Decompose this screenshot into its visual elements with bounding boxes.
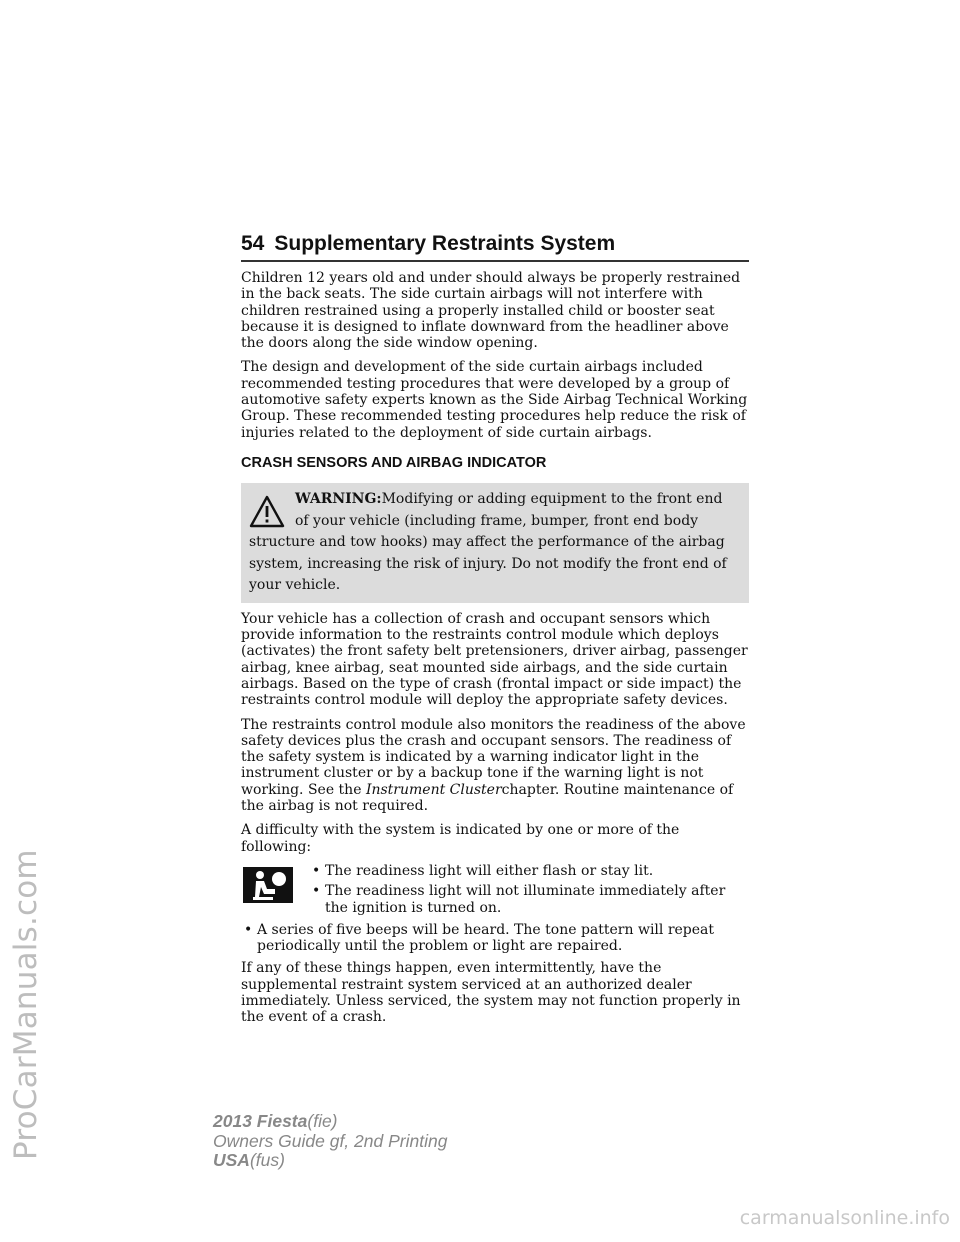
list-item <box>244 921 749 955</box>
airbag-indicator-icon <box>243 867 293 903</box>
warning-text: Modifying or adding equipment to the front end of your vehicle (including frame, bumper, front end body structure and tow hooks) may affect the performance of the airbag system, increasing the risk of injury. Do not modify the front end of your vehicle. <box>249 491 727 594</box>
paragraph-sensors: Your vehicle has a collection of crash and occupant sensors which provide information to the restraints control module which deploys (activates) the front safety belt pretensioners, driver airbag, passenger airbag, knee airbag, seat mounted side airbags, and the side curtain airbags. Based on the type of crash (frontal impact or side impact) the restraints control module will deploy the appropriate safety devices. <box>241 610 748 709</box>
readiness-text-end: chapter. Routine maintenance of the airbag is not required. <box>241 781 734 815</box>
footer-market: USA <box>213 1150 250 1170</box>
readiness-text: The restraints control module also monitors the readiness of the above safety devices plus the crash and occupant sensors. The readiness of the safety system is indicated by a warning indicator light in the instrument cluster or by a backup tone if the warning light is not working. See the <box>241 716 746 798</box>
bullet-text: The readiness light will either flash or stay lit. <box>325 862 654 879</box>
bottom-watermark: carmanualsonline.info <box>739 1207 950 1229</box>
beep-bullet-list <box>241 922 749 955</box>
indicator-block <box>241 863 749 916</box>
paragraph-service: If any of these things happen, even intermittently, have the supplemental restraint system serviced at an authorized dealer immediately. Unless serviced, the system may not function properly in the event of a crash. <box>241 960 741 1026</box>
bullet: • <box>312 862 321 879</box>
bullet: • <box>244 921 253 938</box>
footer-line-2: Owners Guide gf, 2nd Printing <box>213 1130 448 1151</box>
warning-label: WARNING: <box>295 491 382 508</box>
chapter-title: Supplementary Restraints System <box>274 232 616 255</box>
instrument-cluster-reference: Instrument Cluster <box>365 781 502 798</box>
warning-box <box>241 483 749 603</box>
footer-line-1 <box>213 1112 447 1132</box>
paragraph-children: Children 12 years old and under should always be properly restrained in the back seats. The side curtain airbags will not interfere with children restrained using a properly installed child or booster seat because it is designed to inflate downward from the headliner above the doors along the side window opening. <box>241 270 741 352</box>
paragraph-design: The design and development of the side curtain airbags included recommended testing procedures that were developed by a group of automotive safety experts known as the Side Airbag Technical Working Group. These recommended testing procedures help reduce the risk of injuries related to the deployment of side curtain airbags. <box>241 359 748 441</box>
page-header <box>241 231 749 262</box>
footer-model-code: (fie) <box>307 1111 338 1131</box>
section-title: CRASH SENSORS AND AIRBAG INDICATOR <box>241 454 547 471</box>
paragraph-readiness <box>241 717 749 815</box>
warning-triangle-icon <box>249 495 285 529</box>
bullet-text: The readiness light will not illuminate immediately after the ignition is turned on. <box>325 883 726 916</box>
indicator-bullet-list <box>241 863 749 916</box>
list-item <box>312 883 749 916</box>
page-number: 54 <box>241 232 265 255</box>
side-watermark: ProCarManuals.com <box>8 849 44 1160</box>
footer-model: 2013 Fiesta <box>213 1111 308 1131</box>
page-content <box>241 270 749 1034</box>
page-footer <box>213 1112 447 1171</box>
bullet: • <box>312 883 321 900</box>
footer-market-code: (fus) <box>249 1150 285 1170</box>
paragraph-difficulty: A difficulty with the system is indicated by one or more of the following: <box>241 822 680 855</box>
footer-line-3 <box>213 1151 447 1171</box>
list-item <box>312 862 749 879</box>
bullet-text: A series of five beeps will be heard. The tone pattern will repeat periodically until the problem or light are repaired. <box>257 921 715 955</box>
